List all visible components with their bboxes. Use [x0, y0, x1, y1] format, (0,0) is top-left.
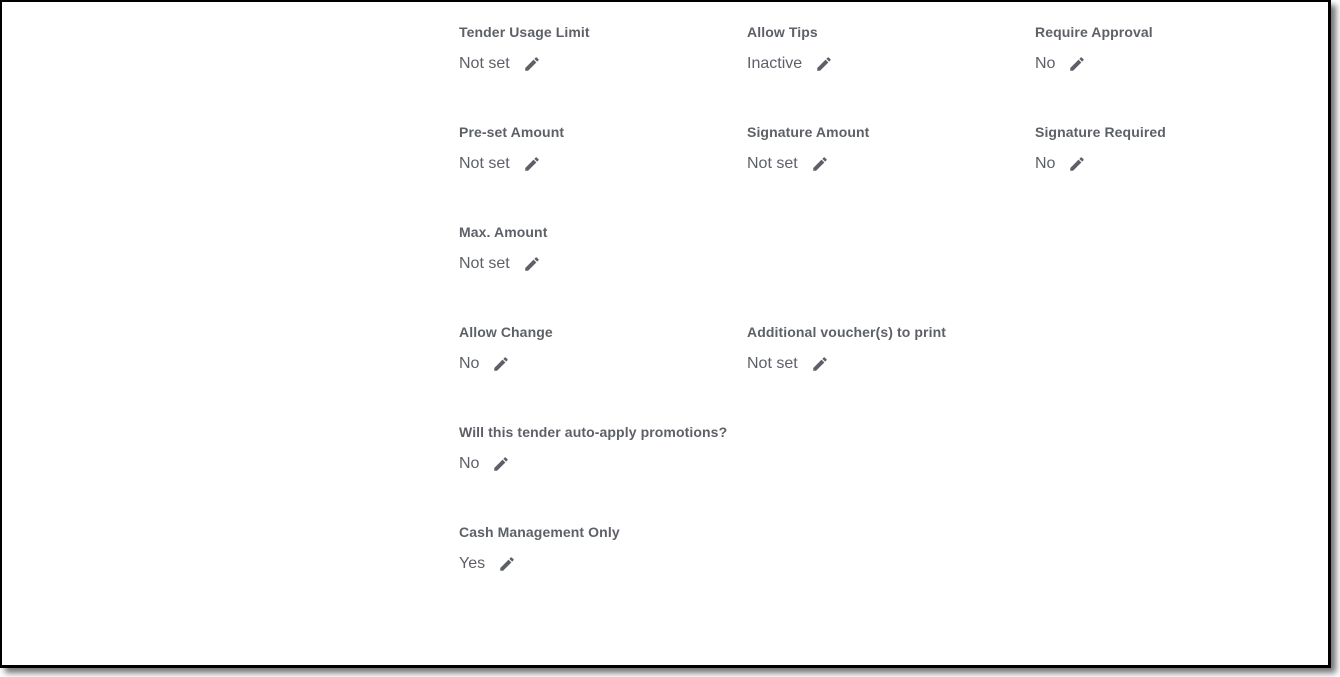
- setting-value: No: [459, 455, 480, 472]
- setting-value-row: [459, 455, 727, 473]
- setting-require-approval: [1035, 24, 1153, 73]
- setting-value: Not set: [747, 355, 798, 372]
- setting-value: No: [459, 355, 480, 372]
- setting-allow-change: [459, 324, 553, 373]
- setting-label: Will this tender auto-apply promotions?: [459, 424, 728, 440]
- setting-max-amount: [459, 224, 547, 273]
- edit-pre-set-amount-pencil-icon[interactable]: [523, 155, 541, 173]
- setting-value-row: [747, 355, 946, 373]
- setting-value-row: [747, 155, 869, 173]
- edit-will-this-tender-auto-apply-promotions-pencil-icon[interactable]: [492, 455, 510, 473]
- setting-label: Additional voucher(s) to print: [747, 324, 946, 340]
- setting-will-this-tender-auto-apply-promotions: [459, 424, 727, 473]
- edit-additional-voucher-s-to-print-pencil-icon[interactable]: [811, 355, 829, 373]
- setting-value: Inactive: [747, 55, 803, 72]
- setting-allow-tips: [747, 24, 833, 73]
- setting-label: Cash Management Only: [459, 524, 620, 540]
- setting-value: No: [1035, 155, 1056, 172]
- setting-cash-management-only: [459, 524, 620, 573]
- setting-signature-required: [1035, 124, 1166, 173]
- setting-value: Not set: [747, 155, 798, 172]
- setting-value: Not set: [459, 155, 510, 172]
- setting-label: Signature Amount: [747, 124, 870, 140]
- setting-tender-usage-limit: [459, 24, 590, 73]
- edit-tender-usage-limit-pencil-icon[interactable]: [523, 55, 541, 73]
- setting-label: Allow Tips: [747, 24, 818, 40]
- edit-allow-tips-pencil-icon[interactable]: [815, 55, 833, 73]
- setting-pre-set-amount: [459, 124, 564, 173]
- edit-signature-amount-pencil-icon[interactable]: [811, 155, 829, 173]
- setting-value-row: [1035, 55, 1153, 73]
- setting-label: Require Approval: [1035, 24, 1153, 40]
- edit-cash-management-only-pencil-icon[interactable]: [498, 555, 516, 573]
- setting-value: Yes: [459, 555, 486, 572]
- setting-additional-voucher-s-to-print: [747, 324, 946, 373]
- setting-value-row: [1035, 155, 1166, 173]
- setting-value-row: [459, 155, 564, 173]
- edit-allow-change-pencil-icon[interactable]: [492, 355, 510, 373]
- setting-value-row: [459, 555, 620, 573]
- setting-value: Not set: [459, 55, 510, 72]
- setting-label: Max. Amount: [459, 224, 548, 240]
- setting-value: Not set: [459, 255, 510, 272]
- setting-label: Signature Required: [1035, 124, 1166, 140]
- setting-value: No: [1035, 55, 1056, 72]
- edit-require-approval-pencil-icon[interactable]: [1068, 55, 1086, 73]
- setting-value-row: [459, 255, 547, 273]
- setting-label: Pre-set Amount: [459, 124, 565, 140]
- edit-max-amount-pencil-icon[interactable]: [523, 255, 541, 273]
- edit-signature-required-pencil-icon[interactable]: [1068, 155, 1086, 173]
- setting-value-row: [459, 55, 590, 73]
- setting-label: Tender Usage Limit: [459, 24, 590, 40]
- setting-signature-amount: [747, 124, 869, 173]
- setting-value-row: [747, 55, 833, 73]
- setting-value-row: [459, 355, 553, 373]
- setting-label: Allow Change: [459, 324, 553, 340]
